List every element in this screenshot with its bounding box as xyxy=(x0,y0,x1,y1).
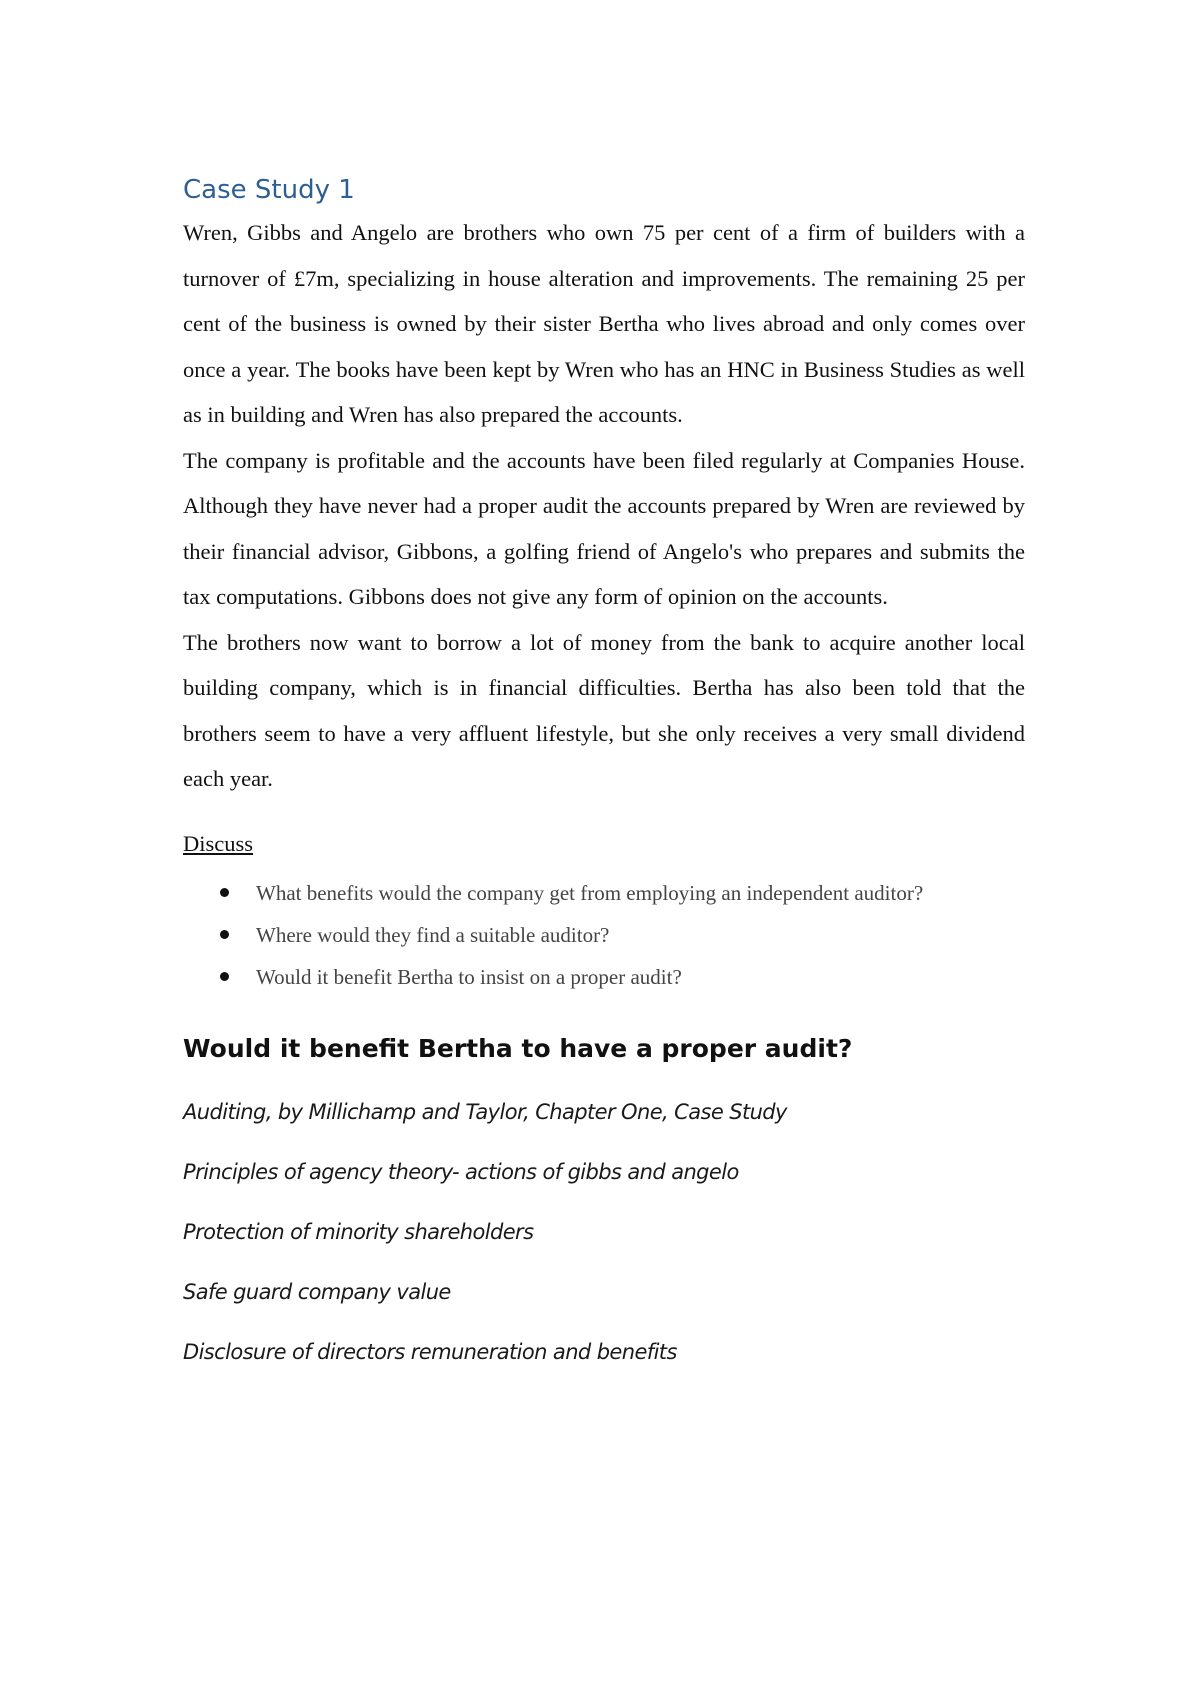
note-item: Disclosure of directors remuneration and benefits xyxy=(183,1339,677,1364)
discuss-list xyxy=(183,872,1025,998)
audit-benefit-heading: Would it benefit Bertha to have a proper audit? xyxy=(183,1033,853,1063)
case-study-title: Case Study 1 xyxy=(183,175,355,205)
discuss-item xyxy=(256,872,1025,914)
discuss-item-text: What benefits would the company get from employing an independent auditor? xyxy=(256,880,924,905)
discuss-item xyxy=(256,956,1025,998)
bullet-icon xyxy=(220,930,229,939)
note-item: Principles of agency theory- actions of gibbs and angelo xyxy=(183,1159,739,1184)
paragraph-2: The company is profitable and the accounts have been filed regularly at Companies House. Although they have never had a proper audit the accounts prepared by Wren are reviewed by their financial advisor, Gibbons, a golfing friend of Angelo's who prepares and submits the tax computations. Gibbons does not give any form of opinion on the accounts. xyxy=(183,447,1025,609)
discuss-item-text: Would it benefit Bertha to insist on a proper audit? xyxy=(256,964,682,989)
paragraph-3: The brothers now want to borrow a lot of money from the bank to acquire another local building company, which is in financial difficulties. Bertha has also been told that the brothers seem to have a very affluent lifestyle, but she only receives a very small dividend each year. xyxy=(183,629,1025,791)
document-content xyxy=(183,170,1025,1382)
paragraph-1: Wren, Gibbs and Angelo are brothers who own 75 per cent of a firm of builders with a turnover of £7m, specializing in house alteration and improvements. The remaining 25 per cent of the business is owned by their sister Bertha who lives abroad and only comes over once a year. The books have been kept by Wren who has an HNC in Business Studies as well as in building and Wren has also prepared the accounts. xyxy=(183,220,1025,427)
bullet-icon xyxy=(220,888,229,897)
discuss-item-text: Where would they find a suitable auditor? xyxy=(256,922,610,947)
discuss-item xyxy=(256,914,1025,956)
note-item: Auditing, by Millichamp and Taylor, Chapter One, Case Study xyxy=(183,1099,787,1124)
bullet-icon xyxy=(220,972,229,981)
note-item: Safe guard company value xyxy=(183,1279,451,1304)
note-item: Protection of minority shareholders xyxy=(183,1219,534,1244)
discuss-heading: Discuss xyxy=(183,830,254,856)
notes-list xyxy=(183,1082,1025,1382)
